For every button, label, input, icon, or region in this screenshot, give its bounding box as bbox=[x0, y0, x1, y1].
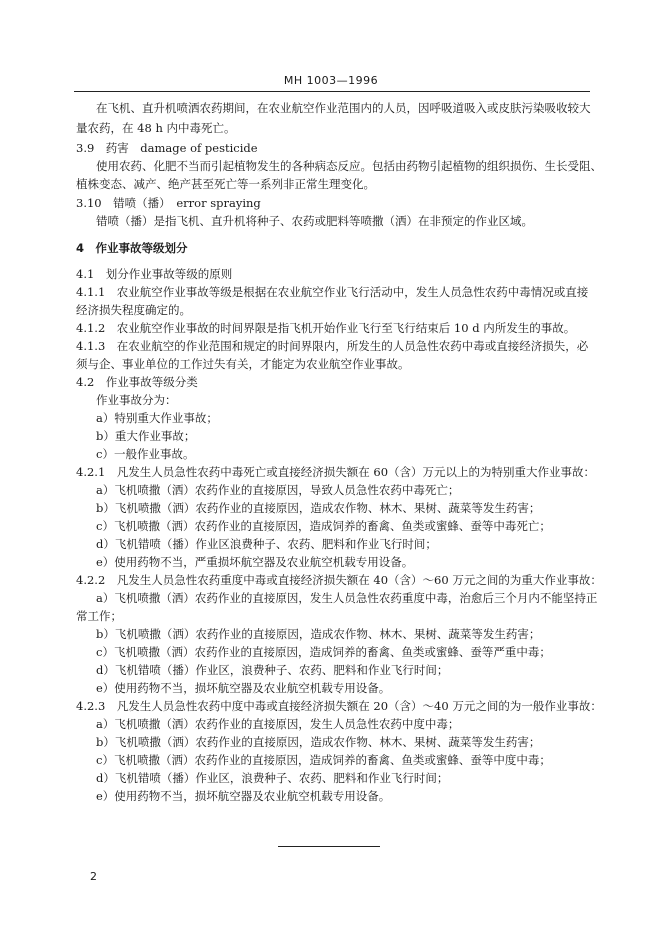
list-item: d）飞机错喷（播）作业区浪费种子、农药、肥料和作业飞行时间； bbox=[96, 537, 437, 551]
page-number: 2 bbox=[90, 870, 97, 883]
list-item: e）使用药物不当，严重损坏航空器及农业航空机载专用设备。 bbox=[96, 555, 414, 569]
standard-number-header: MH 1003—1996 bbox=[283, 74, 379, 87]
text-line: 植株变态、减产、绝产甚至死亡等一系列非正常生理变化。 bbox=[76, 177, 375, 191]
list-item: b）飞机喷撒（洒）农药作业的直接原因，造成农作物、林木、果树、蔬菜等发生药害； bbox=[96, 501, 541, 515]
list-item: e）使用药物不当，损坏航空器及农业航空机载专用设备。 bbox=[96, 789, 391, 803]
list-item: a）飞机喷撒（洒）农药作业的直接原因，发生人员急性农药重度中毒，治愈后三个月内不能坚持正 bbox=[96, 591, 598, 605]
text-line: 使用农药、化肥不当而引起植物发生的各种病态反应。包括由药物引起植物的组织损伤、生长受阻、 bbox=[96, 159, 602, 173]
list-item: c）飞机喷撒（洒）农药作业的直接原因，造成饲养的畜禽、鱼类或蜜蜂、蚕等中毒死亡； bbox=[96, 519, 551, 533]
clause-4-1-3: 4.1.3 在农业航空的作业范围和规定的时间界限内，所发生的人员急性农药中毒或直接经济损失，必 bbox=[76, 339, 589, 353]
list-item: a）飞机喷撒（洒）农药作业的直接原因，发生人员急性农药中度中毒； bbox=[96, 717, 460, 731]
list-item: c）飞机喷撒（洒）农药作业的直接原因，造成饲养的畜禽、鱼类或蜜蜂、蚕等严重中毒； bbox=[96, 645, 551, 659]
list-item: a）特别重大作业事故； bbox=[96, 411, 218, 425]
clause-4-1-title: 4.1 划分作业事故等级的原则 bbox=[76, 267, 233, 281]
list-item: d）飞机错喷（播）作业区，浪费种子、农药、肥料和作业飞行时间； bbox=[96, 771, 449, 785]
clause-4-2-2: 4.2.2 凡发生人员急性农药重度中毒或直接经济损失额在 40（含）～60 万元之间的为重大作业事故： bbox=[76, 573, 602, 587]
text-line: 作业事故分为： bbox=[96, 393, 177, 407]
header-rule bbox=[74, 91, 590, 92]
end-rule bbox=[278, 846, 380, 847]
list-item: e）使用药物不当，损坏航空器及农业航空机载专用设备。 bbox=[96, 681, 391, 695]
list-item: c）一般作业事故。 bbox=[96, 447, 195, 461]
text-line: 在飞机、直升机喷洒农药期间，在农业航空作业范围内的人员，因呼吸道吸入或皮肤污染吸收较大 bbox=[96, 101, 591, 115]
text-line: 量农药，在 48 h 内中毒死亡。 bbox=[76, 121, 236, 135]
text-line: 须与企、事业单位的工作过失有关，才能定为农业航空作业事故。 bbox=[76, 357, 410, 371]
text-line: 经济损失程度确定的。 bbox=[76, 303, 191, 317]
list-item: a）飞机喷撒（洒）农药作业的直接原因，导致人员急性农药中毒死亡； bbox=[96, 483, 460, 497]
clause-4-2-1: 4.2.1 凡发生人员急性农药中毒死亡或直接经济损失额在 60（含）万元以上的为特别重大作业事故： bbox=[76, 465, 596, 479]
clause-4-1-1: 4.1.1 农业航空作业事故等级是根据在农业航空作业飞行活动中，发生人员急性农药中毒情况或直接 bbox=[76, 285, 589, 299]
section-4-heading: 4 作业事故等级划分 bbox=[76, 241, 188, 255]
list-item: b）飞机喷撒（洒）农药作业的直接原因，造成农作物、林木、果树、蔬菜等发生药害； bbox=[96, 627, 541, 641]
list-item: d）飞机错喷（播）作业区，浪费种子、农药、肥料和作业飞行时间； bbox=[96, 663, 449, 677]
list-item: c）飞机喷撒（洒）农药作业的直接原因，造成饲养的畜禽、鱼类或蜜蜂、蚕等中度中毒； bbox=[96, 753, 551, 767]
text-line: 错喷（播）是指飞机、直升机将种子、农药或肥料等喷撒（洒）在非预定的作业区域。 bbox=[96, 214, 533, 228]
list-item: b）重大作业事故； bbox=[96, 429, 196, 443]
clause-4-2-title: 4.2 作业事故等级分类 bbox=[76, 375, 198, 389]
clause-3-9-title: 3.9 药害 damage of pesticide bbox=[76, 141, 258, 155]
clause-4-1-2: 4.1.2 农业航空作业事故的时间界限是指飞机开始作业飞行至飞行结束后 10 d 内所发生的事故。 bbox=[76, 321, 576, 335]
text-line: 常工作； bbox=[76, 609, 122, 623]
clause-4-2-3: 4.2.3 凡发生人员急性农药中度中毒或直接经济损失额在 20（含）～40 万元之间的为一般作业事故： bbox=[76, 699, 602, 713]
clause-3-10-title: 3.10 错喷（播） error spraying bbox=[76, 196, 261, 210]
list-item: b）飞机喷撒（洒）农药作业的直接原因，造成农作物、林木、果树、蔬菜等发生药害； bbox=[96, 735, 541, 749]
